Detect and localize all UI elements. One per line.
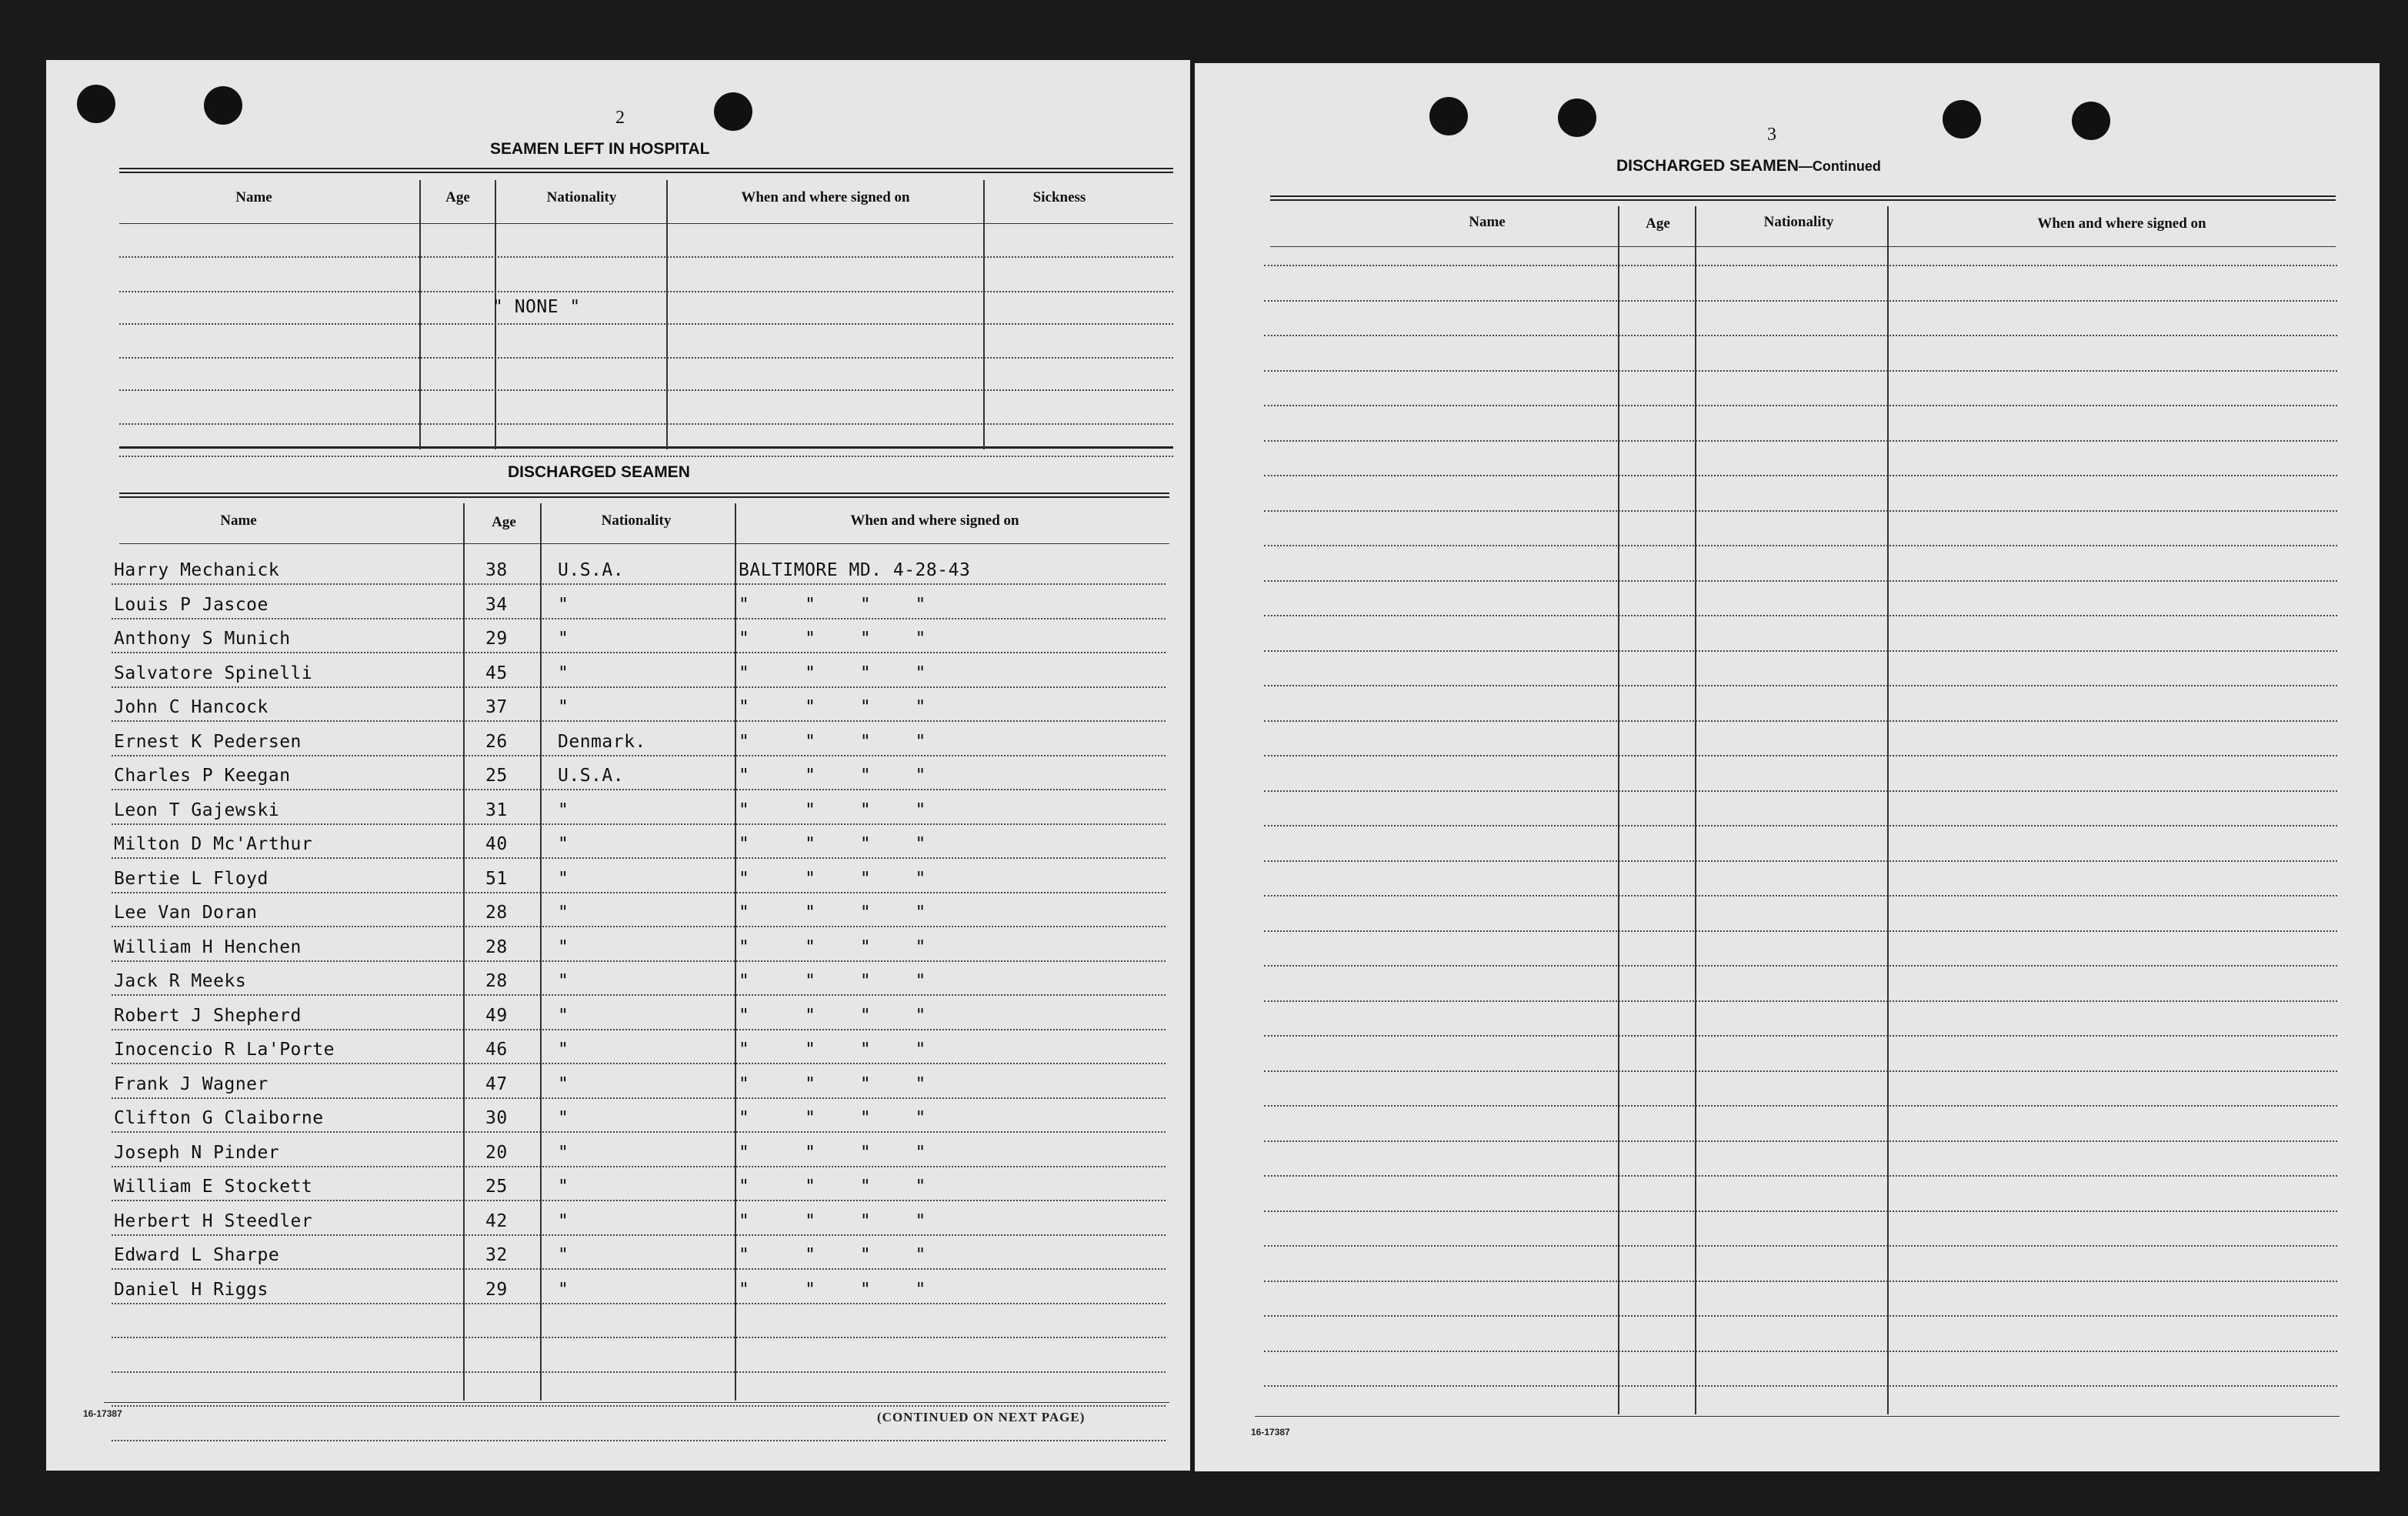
discharged-age: 37: [485, 697, 508, 717]
right-header-age: Age: [1646, 215, 1670, 232]
discharged-age: 32: [485, 1245, 508, 1265]
discharged-nationality: Denmark.: [558, 731, 646, 752]
rule-line: [1264, 300, 2337, 302]
discharged-name: Daniel H Riggs: [114, 1279, 268, 1300]
discharged-signed: " " " ": [739, 800, 926, 820]
column-divider: [983, 180, 985, 449]
discharged-nationality: ": [558, 903, 569, 923]
hospital-header-name: Name: [235, 189, 272, 205]
discharged-name: Jack R Meeks: [114, 971, 247, 991]
discharged-name: Leon T Gajewski: [114, 800, 280, 820]
discharged-name: John C Hancock: [114, 697, 268, 717]
discharged-nationality: ": [558, 629, 569, 649]
discharged-name: Lee Van Doran: [114, 903, 258, 923]
discharged-header-nationality: Nationality: [601, 513, 672, 529]
rule-line: [112, 1097, 1166, 1099]
punch-hole: [2072, 102, 2110, 140]
rule-line: [112, 720, 1166, 722]
discharged-signed: " " " ": [739, 1040, 926, 1060]
discharged-nationality: ": [558, 868, 569, 889]
discharged-name: Herbert H Steedler: [114, 1210, 313, 1231]
discharged-signed: " " " ": [739, 1245, 926, 1265]
rule-line: [1264, 1070, 2337, 1072]
discharged-header-age: Age: [492, 514, 516, 530]
punch-hole: [1943, 100, 1981, 139]
punch-hole: [1558, 99, 1596, 137]
rule-line: [112, 926, 1166, 927]
rule-line: [1264, 615, 2337, 616]
discharged-title: DISCHARGED SEAMEN: [508, 463, 690, 481]
discharged-age: 49: [485, 1005, 508, 1026]
rule-line: [1264, 860, 2337, 862]
discharged-signed: " " " ": [739, 834, 926, 854]
discharged-nationality: ": [558, 1210, 569, 1231]
discharged-header-name: Name: [220, 513, 257, 529]
rule-line: [1264, 930, 2337, 932]
rule-line: [112, 583, 1166, 585]
rule-line: [1264, 545, 2337, 546]
rule-line: [119, 223, 1173, 224]
rule-line: [1264, 790, 2337, 792]
rule-line: [1270, 246, 2336, 247]
rule-line: [112, 618, 1166, 619]
form-number: 16-17387: [1251, 1427, 1290, 1438]
discharged-signed: " " " ": [739, 937, 926, 957]
rule-line: [1264, 510, 2337, 512]
page-number: 2: [615, 108, 625, 128]
discharged-name: Ernest K Pedersen: [114, 731, 302, 752]
discharged-age: 31: [485, 800, 508, 820]
right-page: [1195, 63, 2380, 1471]
rule-line: [1264, 1385, 2337, 1387]
discharged-signed: " " " ": [739, 903, 926, 923]
rule-line: [119, 291, 1173, 292]
right-header-nationality: Nationality: [1763, 214, 1834, 230]
discharged-signed: " " " ": [739, 1108, 926, 1128]
discharged-nationality: U.S.A.: [558, 560, 625, 580]
discharged-age: 25: [485, 766, 508, 786]
discharged-signed: BALTIMORE MD. 4-28-43: [739, 560, 971, 580]
discharged-signed: " " " ": [739, 868, 926, 889]
discharged-age: 28: [485, 971, 508, 991]
rule-line: [1264, 1210, 2337, 1212]
rule-line: [1264, 755, 2337, 756]
rule-line: [119, 493, 1169, 498]
hospital-header-nationality: Nationality: [546, 189, 617, 205]
discharged-age: 42: [485, 1210, 508, 1231]
rule-line: [112, 892, 1166, 893]
rule-line: [104, 1402, 1169, 1403]
rule-line: [1264, 720, 2337, 722]
column-divider: [666, 180, 668, 449]
discharged-nationality: ": [558, 1177, 569, 1197]
discharged-nationality: ": [558, 834, 569, 854]
rule-line: [112, 652, 1166, 653]
punch-hole: [204, 86, 242, 125]
discharged-name: Frank J Wagner: [114, 1074, 268, 1094]
discharged-signed: " " " ": [739, 731, 926, 752]
discharged-age: 26: [485, 731, 508, 752]
discharged-age: 25: [485, 1177, 508, 1197]
column-divider: [735, 503, 736, 1401]
discharged-name: Clifton G Claiborne: [114, 1108, 324, 1128]
rule-line: [112, 1234, 1166, 1236]
rule-line: [119, 446, 1173, 449]
rule-line: [1264, 440, 2337, 442]
rule-line: [1264, 1245, 2337, 1247]
discharged-name: Louis P Jascoe: [114, 594, 268, 615]
rule-line: [1264, 825, 2337, 826]
discharged-nationality: ": [558, 971, 569, 991]
rule-line: [112, 1029, 1166, 1030]
discharged-age: 20: [485, 1142, 508, 1163]
rule-line: [119, 423, 1173, 425]
rule-line: [112, 686, 1166, 688]
rule-line: [119, 456, 1173, 457]
hospital-header-age: Age: [445, 189, 470, 205]
discharged-nationality: ": [558, 663, 569, 683]
rule-line: [112, 789, 1166, 790]
discharged-age: 29: [485, 629, 508, 649]
rule-line: [1264, 370, 2337, 372]
rule-line: [112, 1131, 1166, 1133]
discharged-nationality: ": [558, 1142, 569, 1163]
discharged-name: Milton D Mc'Arthur: [114, 834, 313, 854]
discharged-name: Harry Mechanick: [114, 560, 280, 580]
hospital-title: SEAMEN LEFT IN HOSPITAL: [490, 140, 710, 158]
rule-line: [1264, 1140, 2337, 1142]
continued-title-suffix: —Continued: [1798, 159, 1881, 174]
rule-line: [1264, 685, 2337, 686]
discharged-nationality: ": [558, 594, 569, 615]
continued-title: [1616, 157, 1881, 175]
column-divider: [1618, 206, 1619, 1414]
discharged-age: 29: [485, 1279, 508, 1300]
discharged-signed: " " " ": [739, 1210, 926, 1231]
discharged-nationality: ": [558, 1245, 569, 1265]
discharged-signed: " " " ": [739, 663, 926, 683]
rule-line: [1264, 580, 2337, 582]
rule-line: [1264, 1035, 2337, 1037]
discharged-age: 28: [485, 937, 508, 957]
discharged-nationality: ": [558, 1279, 569, 1300]
rule-line: [1264, 1315, 2337, 1317]
punch-hole: [714, 92, 752, 131]
column-divider: [1695, 206, 1696, 1414]
discharged-header-signed: When and where signed on: [850, 513, 1019, 529]
discharged-signed: " " " ": [739, 1074, 926, 1094]
discharged-age: 46: [485, 1040, 508, 1060]
column-divider: [1887, 206, 1889, 1414]
rule-line: [1264, 265, 2337, 266]
discharged-nationality: U.S.A.: [558, 766, 625, 786]
discharged-nationality: ": [558, 1074, 569, 1094]
discharged-age: 28: [485, 903, 508, 923]
discharged-nationality: ": [558, 1005, 569, 1026]
discharged-name: Edward L Sharpe: [114, 1245, 280, 1265]
rule-line: [119, 323, 1173, 325]
rule-line: [112, 1405, 1166, 1407]
rule-line: [1255, 1416, 2340, 1417]
rule-line: [1264, 1351, 2337, 1352]
discharged-age: 47: [485, 1074, 508, 1094]
rule-line: [112, 823, 1166, 825]
rule-line: [1264, 475, 2337, 476]
hospital-entry: " NONE ": [492, 297, 581, 317]
discharged-signed: " " " ": [739, 1142, 926, 1163]
discharged-name: Inocencio R La'Porte: [114, 1040, 335, 1060]
column-divider: [419, 180, 421, 449]
discharged-nationality: ": [558, 697, 569, 717]
rule-line: [1264, 405, 2337, 406]
rule-line: [112, 1166, 1166, 1167]
hospital-header-signed: When and where signed on: [741, 189, 910, 205]
rule-line: [1264, 335, 2337, 336]
punch-hole: [77, 85, 115, 123]
discharged-signed: " " " ": [739, 1279, 926, 1300]
discharged-name: William H Henchen: [114, 937, 302, 957]
discharged-signed: " " " ": [739, 629, 926, 649]
column-divider: [463, 503, 465, 1401]
discharged-age: 30: [485, 1108, 508, 1128]
rule-line: [119, 256, 1173, 258]
discharged-name: Salvatore Spinelli: [114, 663, 313, 683]
discharged-nationality: ": [558, 1040, 569, 1060]
rule-line: [112, 1303, 1166, 1304]
rule-line: [1264, 965, 2337, 967]
discharged-name: Anthony S Munich: [114, 629, 291, 649]
continued-title-main: DISCHARGED SEAMEN: [1616, 157, 1799, 175]
rule-line: [119, 168, 1173, 173]
rule-line: [112, 960, 1166, 962]
discharged-signed: " " " ": [739, 766, 926, 786]
rule-line: [1264, 1175, 2337, 1177]
rule-line: [112, 1200, 1166, 1201]
discharged-nationality: ": [558, 937, 569, 957]
rule-line: [112, 1063, 1166, 1064]
discharged-age: 51: [485, 868, 508, 889]
form-number: 16-17387: [83, 1408, 122, 1419]
hospital-header-sickness: Sickness: [1032, 189, 1086, 205]
rule-line: [119, 357, 1173, 359]
discharged-name: Joseph N Pinder: [114, 1142, 280, 1163]
column-divider: [540, 503, 542, 1401]
discharged-name: Robert J Shepherd: [114, 1005, 302, 1026]
discharged-name: Bertie L Floyd: [114, 868, 268, 889]
rule-line: [1264, 650, 2337, 652]
page-number: 3: [1767, 125, 1776, 145]
discharged-signed: " " " ": [739, 971, 926, 991]
rule-line: [119, 543, 1169, 544]
right-header-signed: When and where signed on: [2037, 215, 2206, 232]
discharged-age: 45: [485, 663, 508, 683]
discharged-name: William E Stockett: [114, 1177, 313, 1197]
rule-line: [112, 857, 1166, 859]
discharged-signed: " " " ": [739, 594, 926, 615]
discharged-age: 40: [485, 834, 508, 854]
continued-note: (CONTINUED ON NEXT PAGE): [877, 1410, 1086, 1424]
left-page: [46, 60, 1190, 1471]
discharged-age: 38: [485, 560, 508, 580]
rule-line: [112, 755, 1166, 756]
rule-line: [1270, 195, 2336, 201]
discharged-nationality: ": [558, 1108, 569, 1128]
rule-line: [1264, 895, 2337, 897]
discharged-name: Charles P Keegan: [114, 766, 291, 786]
rule-line: [112, 994, 1166, 996]
rule-line: [119, 389, 1173, 391]
right-header-name: Name: [1469, 214, 1506, 230]
discharged-signed: " " " ": [739, 1005, 926, 1026]
rule-line: [112, 1337, 1166, 1338]
discharged-signed: " " " ": [739, 1177, 926, 1197]
rule-line: [1264, 1105, 2337, 1107]
punch-hole: [1429, 97, 1468, 135]
discharged-age: 34: [485, 594, 508, 615]
discharged-nationality: ": [558, 800, 569, 820]
discharged-signed: " " " ": [739, 697, 926, 717]
rule-line: [1264, 1000, 2337, 1002]
rule-line: [112, 1268, 1166, 1270]
rule-line: [112, 1371, 1166, 1373]
rule-line: [112, 1440, 1166, 1441]
rule-line: [1264, 1281, 2337, 1282]
